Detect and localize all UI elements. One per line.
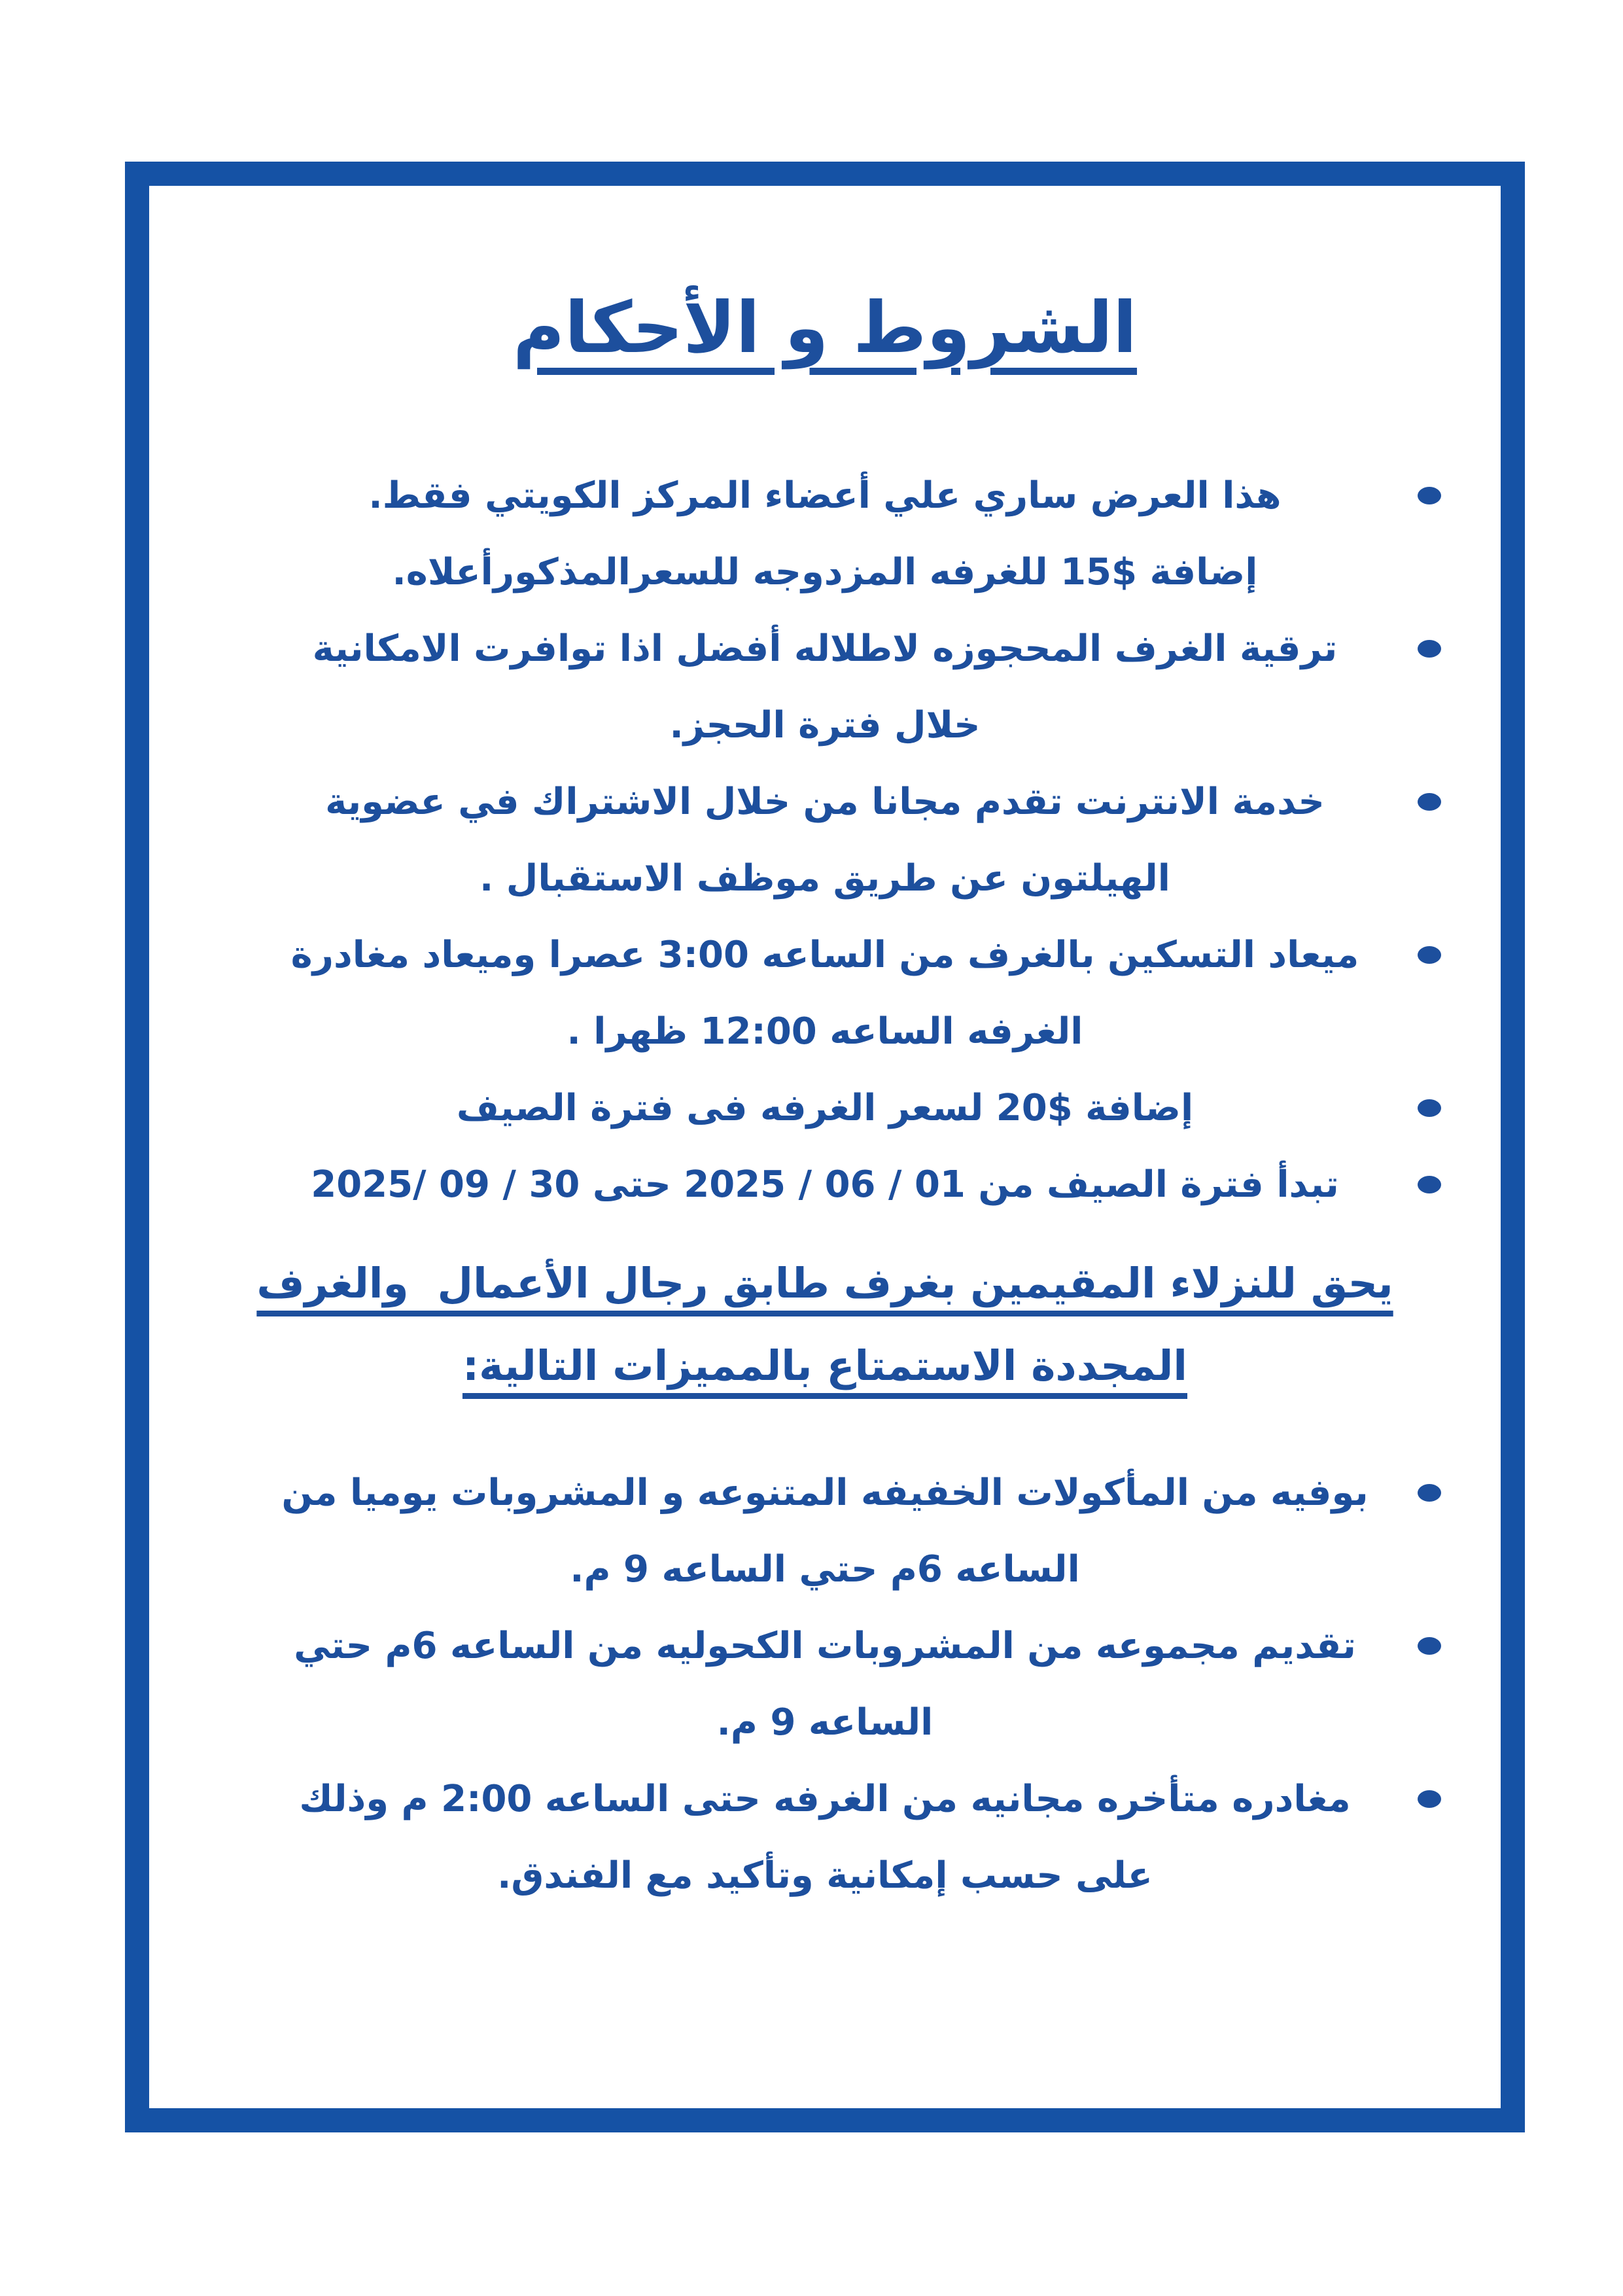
- benefit-item-3-line-2: على حسب إمكانية وتأكيد مع الفندق.: [497, 1854, 1153, 1897]
- benefits-list: [243, 1455, 1407, 1914]
- terms-item-1-line-2: إضافة $15 للغرفه المزدوجه للسعرالمذكورأعلاه.: [392, 550, 1258, 593]
- terms-item-2: [243, 610, 1407, 764]
- terms-item-6-line-1: تبدأ فترة الصيف من 01 / 06 / 2025 حتى 30 / 09 /2025: [311, 1163, 1339, 1206]
- terms-item-4-line-1: ميعاد التسكين بالغرف من الساعه 3:00 عصرا وميعاد مغادرة: [290, 933, 1359, 976]
- terms-item-3-line-2: الهيلتون عن طريق موظف الاستقبال .: [480, 857, 1170, 900]
- bullet-icon: [1418, 1099, 1441, 1117]
- benefits-heading-line-2: المجددة الاستمتاع بالمميزات التالية:: [462, 1341, 1188, 1390]
- terms-item-3-line-1: خدمة الانترنت تقدم مجانا من خلال الاشتراك في عضوية: [325, 780, 1325, 823]
- benefit-item-2-line-1: تقديم مجموعه من المشروبات الكحوليه من الساعه 6م حتي: [294, 1624, 1356, 1667]
- bullet-icon: [1418, 487, 1441, 504]
- benefit-item-2: [243, 1608, 1407, 1761]
- terms-item-5-line-1: إضافة $20 لسعر الغرفه فى فترة الصيف: [456, 1086, 1194, 1129]
- bullet-icon: [1418, 1637, 1441, 1655]
- page-title: الشروط و الأحكام: [512, 287, 1138, 369]
- benefits-heading: [177, 1243, 1473, 1407]
- terms-item-2-line-1: ترقية الغرف المحجوزه لاطلاله أفضل اذا توافرت الامكانية: [312, 627, 1338, 670]
- bullet-icon: [1418, 1176, 1441, 1193]
- benefit-item-3-line-1: مغادره متأخره مجانيه من الغرفه حتى الساعه 2:00 م وذلك: [299, 1777, 1351, 1820]
- terms-item-6: [243, 1146, 1407, 1223]
- bullet-icon: [1418, 946, 1441, 964]
- terms-list: [243, 457, 1407, 1223]
- terms-item-1: [243, 457, 1407, 610]
- bullet-icon: [1418, 1484, 1441, 1502]
- terms-item-5: [243, 1070, 1407, 1146]
- benefit-item-1-line-2: الساعه 6م حتي الساعه 9 م.: [570, 1547, 1080, 1591]
- bullet-icon: [1418, 1790, 1441, 1808]
- bullet-icon: [1418, 793, 1441, 811]
- terms-item-4-line-2: الغرفه الساعه 12:00 ظهرا .: [567, 1010, 1083, 1053]
- benefit-item-1: [243, 1455, 1407, 1608]
- benefit-item-1-line-1: بوفيه من المأكولات الخفيفه المتنوعه و المشروبات يوميا من: [281, 1471, 1369, 1514]
- benefit-item-3: [243, 1761, 1407, 1914]
- terms-item-3: [243, 764, 1407, 917]
- page-content: [149, 186, 1501, 1914]
- terms-item-1-line-1: هذا العرض ساري علي أعضاء المركز الكويتي فقط.: [368, 474, 1282, 517]
- bullet-icon: [1418, 640, 1441, 658]
- benefits-heading-line-1: يحق للنزلاء المقيمين بغرف طابق رجال الأعمال والغرف: [256, 1259, 1393, 1307]
- benefit-item-2-line-2: الساعه 9 م.: [716, 1701, 934, 1744]
- terms-item-4: [243, 917, 1407, 1070]
- terms-item-2-line-2: خلال فترة الحجز.: [669, 703, 981, 747]
